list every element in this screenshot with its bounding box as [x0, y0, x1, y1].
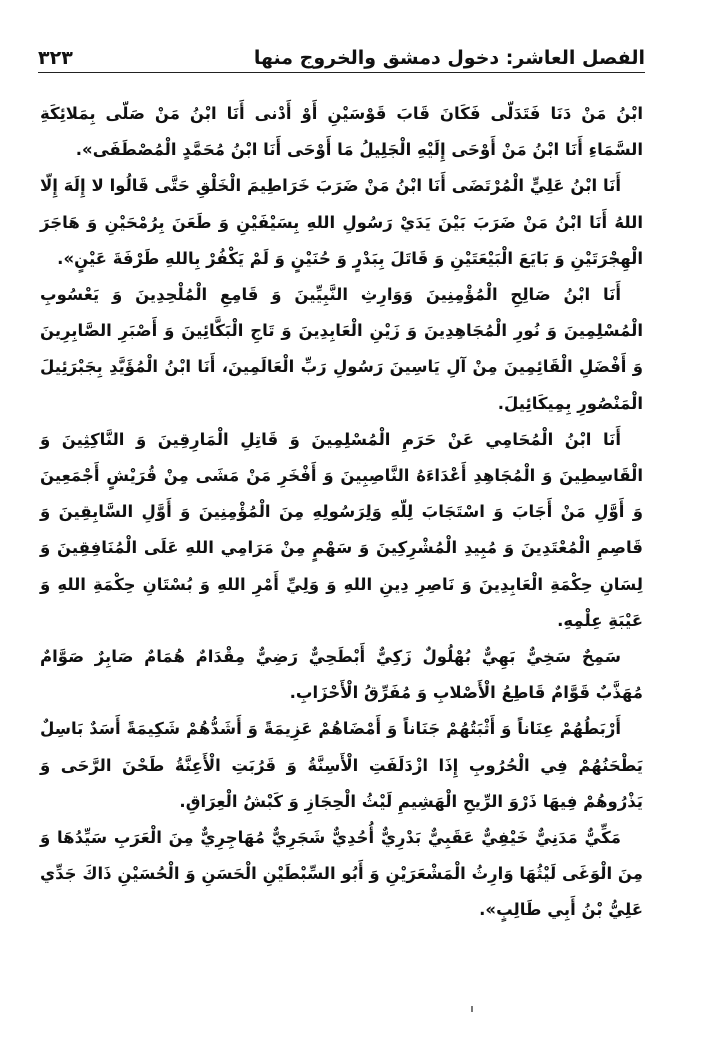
- paragraph: أَنَا ابْنُ الْمُحَامِي عَنْ حَرَمِ الْمُسْلِمِينَ وَ قَاتِلِ الْمَارِقِينَ وَ النَّاكِثِينَ وَ الْقَاسِطِينَ وَ الْمُجَاهِدِ أَعْدَاءَهُ النَّاصِبِينَ وَ أَفْخَرِ مَنْ مَشَى مِنْ قُرَيْشٍ أَجْمَعِينَ وَ أَوَّلِ مَنْ أَجَابَ وَ اسْتَجَابَ لِلّهِ وَلِرَسُولِهِ مِنَ الْمُؤْمِنِينَ وَ أَوَّلِ السَّابِقِينَ وَ قَاصِمِ الْمُعْتَدِينَ وَ مُبِيدِ الْمُشْرِكِينَ وَ سَهْمٍ مِنْ مَرَامِي اللهِ عَلَى الْمُنَافِقِينَ وَ لِسَانِ حِكْمَةِ الْعَابِدِينَ وَ نَاصِرِ دِينِ اللهِ وَ وَلِيِّ أَمْرِ اللهِ وَ بُسْتَانِ حِكْمَةِ اللهِ وَ عَيْبَةِ عِلْمِهِ.: [40, 429, 643, 630]
- paragraph: ابْنُ مَنْ دَنَا فَتَدَلّى فَكَانَ قَابَ قَوْسَيْنِ أَوْ أَدْنى أَنَا ابْنُ مَنْ صَلّى بِمَلائِكَةِ السَّمَاءِ أَنَا ابْنُ مَنْ أَوْحَى إِلَيْهِ الْجَلِيلُ مَا أَوْحَى أَنَا ابْنُ مُحَمَّدٍ الْمُصْطَفَى».: [40, 104, 643, 160]
- paragraph: مَكِّيٌّ مَدَنِيٌّ خَيْفِيٌّ عَقَبِيٌّ بَدْرِيٌّ أُحُدِيٌّ شَجَرِيٌّ مُهَاجِرِيٌّ مِنَ الْعَرَبِ سَيِّدُهَا وَ مِنَ الْوَغَى لَيْثُهَا وَارِثُ الْمَشْعَرَيْنِ وَ أَبُو السِّبْطَيْنِ الْحَسَنِ وَ الْحُسَيْنِ ذَاكَ جَدِّي عَلِيُّ بْنُ أَبِي طَالِبٍ».: [40, 828, 643, 920]
- paragraph: أَنَا ابْنُ عَلِيٍّ الْمُرْتَضَى أَنَا ابْنُ مَنْ ضَرَبَ خَرَاطِيمَ الْخَلْقِ حَتَّى قَالُوا لا إِلَهَ إِلّا اللهُ أَنَا ابْنُ مَنْ ضَرَبَ بَيْنَ يَدَيْ رَسُولِ اللهِ بِسَيْفَيْنِ وَ طَعَنَ بِرُمْحَيْنِ وَ هَاجَرَ الْهِجْرَتَيْنِ وَ بَايَعَ الْبَيْعَتَيْنِ وَ قَاتَلَ بِبَدْرٍ وَ حُنَيْنٍ وَ لَمْ يَكْفُرْ بِاللهِ طَرْفَةَ عَيْنٍ».: [40, 176, 643, 268]
- print-speck: [471, 1006, 473, 1012]
- chapter-title: الفصل العاشر: دخول دمشق والخروج منها: [253, 47, 645, 69]
- running-header: [38, 40, 645, 73]
- paragraph: أَنَا ابْنُ صَالِحِ الْمُؤْمِنِينَ وَوَارِثِ النَّبِيِّينَ وَ قَامِعِ الْمُلْحِدِينَ وَ يَعْسُوبِ الْمُسْلِمِينَ وَ نُورِ الْمُجَاهِدِينَ وَ زَيْنِ الْعَابِدِينَ وَ تَاجِ الْبَكَّائِينَ وَ أَصْبَرِ الصَّابِرِينَ وَ أَفْضَلِ الْقَائِمِينَ مِنْ آلِ يَاسِينَ رَسُولِ رَبِّ الْعَالَمِينَ، أَنَا ابْنُ الْمُؤَيَّدِ بِجَبْرَئِيلَ الْمَنْصُورِ بِمِيكَائِيلَ.: [40, 285, 643, 413]
- body-text: [40, 96, 643, 929]
- paragraph: أَرْبَطُهُمْ عِنَاناً وَ أَثْبَتُهُمْ جَنَاناً وَ أَمْضَاهُمْ عَزِيمَةً وَ أَشَدُّهُمْ شَكِيمَةً أَسَدٌ بَاسِلٌ يَطْحَنُهُمْ فِي الْحُرُوبِ إِذَا ازْدَلَفَتِ الْأَسِنَّةُ وَ قَرُبَتِ الْأَعِنَّةُ طَحْنَ الرَّحَى وَ يَذْرُوهُمْ فِيهَا ذَرْوَ الرِّيحِ الْهَشِيمِ لَيْثُ الْحِجَازِ وَ كَبْشُ الْعِرَاقِ.: [40, 719, 643, 811]
- page-number: ٣٢٣: [38, 47, 73, 69]
- paragraph: سَمِحٌ سَخِيٌّ بَهِيٌّ بُهْلُولٌ زَكِيٌّ أَبْطَحِيٌّ رَضِيٌّ مِقْدَامٌ هُمَامٌ صَابِرٌ صَوَّامٌ مُهَذَّبٌ قَوَّامٌ قَاطِعُ الْأَصْلابِ وَ مُفَرِّقُ الْأَحْزَابِ.: [40, 647, 643, 703]
